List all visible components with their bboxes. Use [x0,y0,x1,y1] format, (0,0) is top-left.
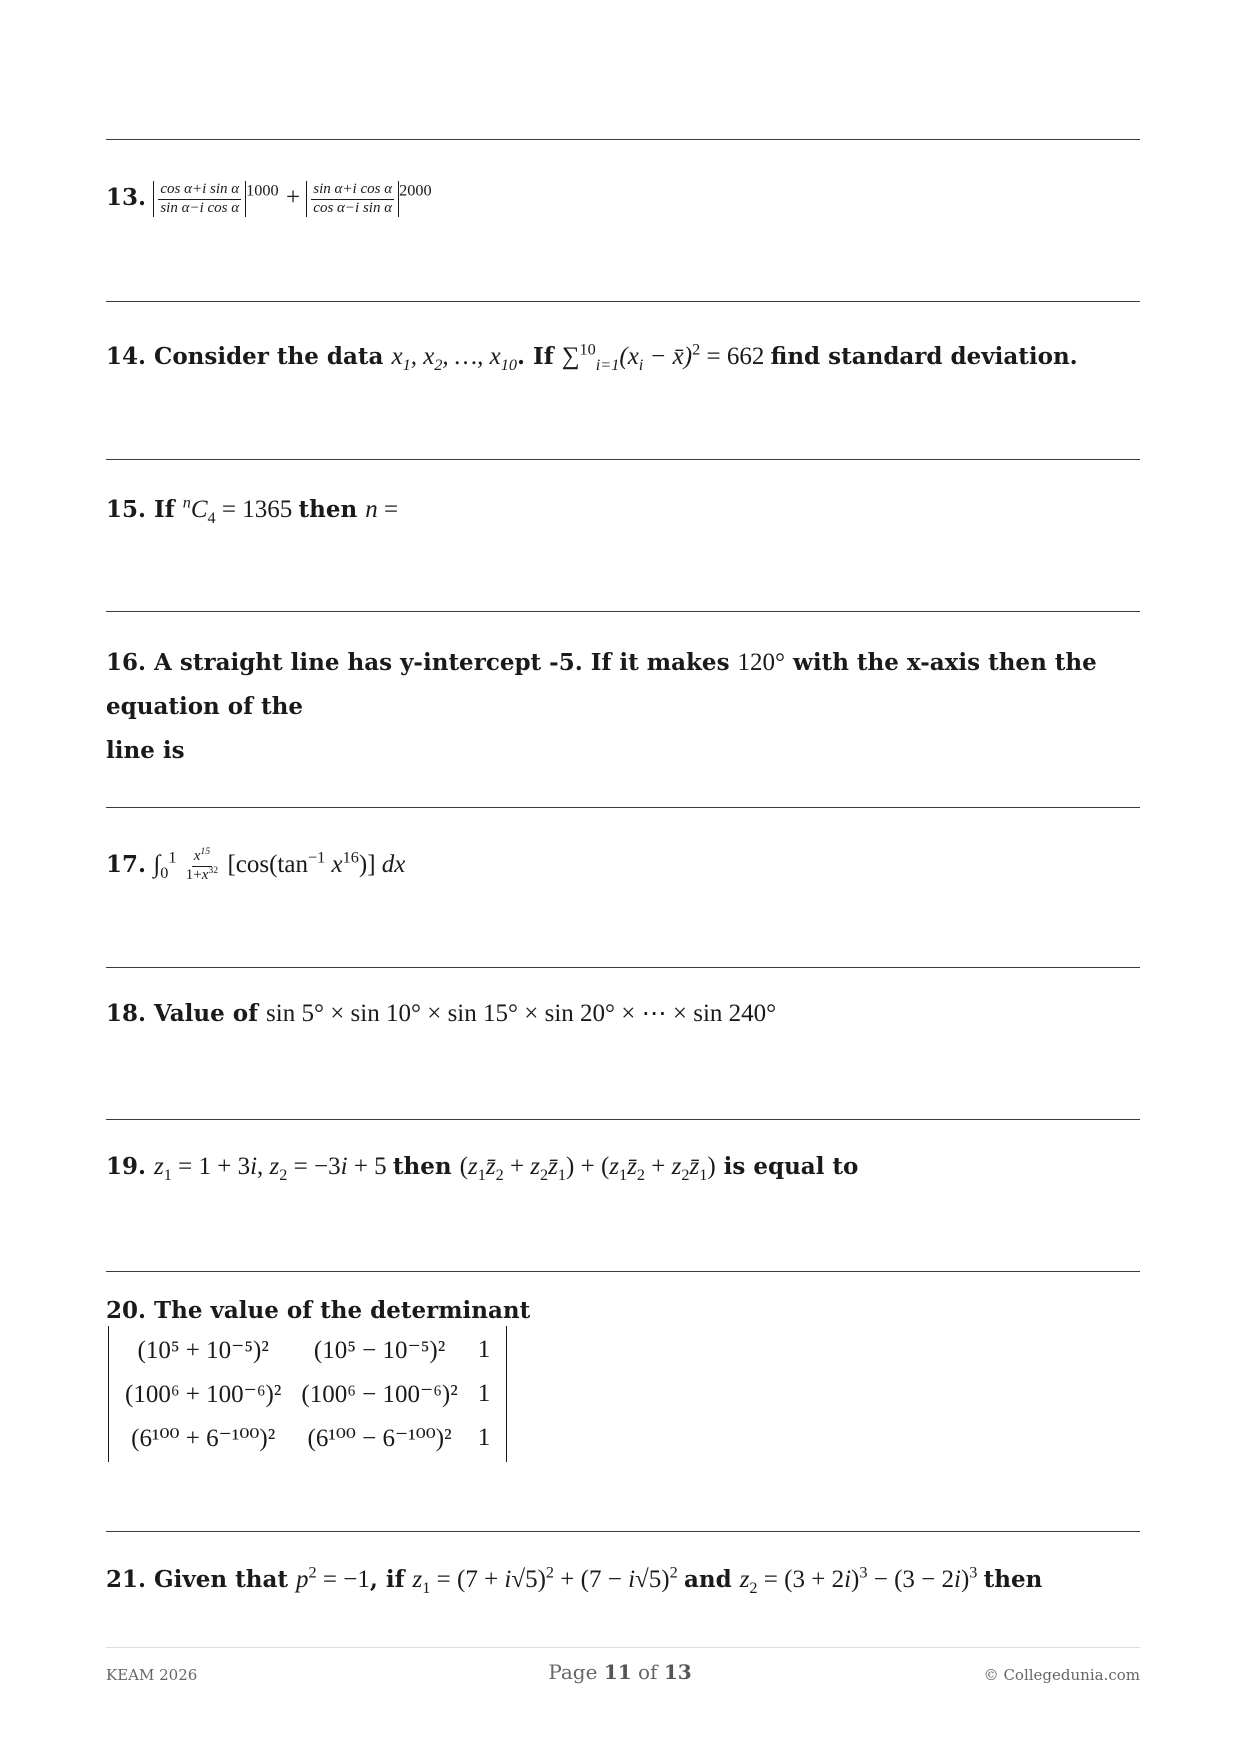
question-18: 18. Value of sin 5° × sin 10° × sin 15° × sin 20° × ⋯ × sin 240° [106,1000,777,1027]
det-cell: (10⁵ + 10⁻⁵)² [137,1337,269,1364]
question-text: is equal to [723,1153,859,1180]
question-13-expression: $\frac{\text{cos α+i sin α}}{\text{sin α−i cos α}}$ $^{1000}$ + $\frac{\text{sin α+i cos α}}{\text{cos α−i sin α}}$ $^{2000}$ [153,185,431,211]
question-text: line is [106,737,185,764]
question-text: with the x-axis then the equation of the [106,649,1097,720]
divider [106,139,1140,140]
divider [106,301,1140,302]
question-number: 15. [106,496,147,523]
question-20 [106,1294,1140,1328]
det-cell: 1 [477,1380,491,1407]
question-number: 20. [106,1297,147,1324]
question-text: Value of [154,1000,259,1027]
page-prefix: Page [548,1660,598,1684]
question-15: 15. If $^nC_4 = 1365$ then n = [106,493,399,527]
question-text: . If [517,343,554,370]
question-17-expression: $\int_0^1$ $\frac{x^{15}}{1+x^{32}}$ [$\cos(\tan^{-1}$ $x^{16}$)] dx [153,846,406,883]
question-text: and [683,1566,732,1593]
det-cell: 1 [477,1336,491,1363]
question-16: 16. A straight line has y-intercept -5. If it makes 120° with the x-axis then the equation of the line is [106,649,1097,764]
page-of: of [638,1660,658,1684]
question-text: then [298,496,358,523]
det-cell: (100⁶ + 100⁻⁶)² [125,1381,282,1408]
determinant [108,1326,507,1462]
question-number: 16. [106,649,147,676]
det-cell: (6¹⁰⁰ − 6⁻¹⁰⁰)² [307,1425,452,1452]
page-total: 13 [663,1660,692,1684]
divider [106,459,1140,460]
question-text: then [983,1566,1043,1593]
question-text: Consider the data [154,343,384,370]
question-text: A straight line has y-intercept -5. If it makes [154,649,730,676]
question-number: 19. [106,1153,147,1180]
det-cell: 1 [477,1424,491,1451]
divider [106,807,1140,808]
question-17 [106,843,1140,887]
footer-left: KEAM 2026 [106,1666,198,1684]
question-number: 14. [106,343,147,370]
footer-divider [106,1647,1140,1648]
footer-right: © Collegedunia.com [983,1666,1140,1684]
divider [106,1271,1140,1272]
question-13 [106,176,1140,220]
question-19: 19. $z_1 = 1 + 3i$, $z_2 = -3i + 5$ then ($z_1z̄_2$ + $z_2z̄_1$) + ($z_1z̄_2$ + $z_2z̄_1$) is equal to [106,1153,859,1184]
question-text: The value of the determinant [154,1297,531,1324]
divider [106,611,1140,612]
question-text: Given that [154,1566,289,1593]
divider [106,967,1140,968]
det-cell: (10⁵ − 10⁻⁵)² [313,1337,446,1364]
det-cell: (6¹⁰⁰ + 6⁻¹⁰⁰)² [131,1425,276,1452]
question-text: , if [369,1566,405,1593]
question-number: 13. [106,184,147,211]
question-text: find standard deviation. [770,343,1078,370]
page-current: 11 [603,1660,632,1684]
question-number: 21. [106,1566,147,1593]
question-number: 17. [106,851,147,878]
question-text: then [392,1153,452,1180]
question-14: 14. Consider the data $x_1$, $x_2$, …, $x_{10}$. If $\sum^{10}_{i=1}(x_i$ − x̄)$^2$ = 662 find standard deviation. [106,340,1078,374]
question-text: If [154,496,175,523]
divider [106,1531,1140,1532]
question-number: 18. [106,1000,147,1027]
det-cell: (100⁶ − 100⁻⁶)² [301,1381,458,1408]
question-21: 21. Given that $p^2 = -1$, if $z_1 = (7 + i√5)^2 + (7 - i√5)^2$ and $z_2 = (3 + 2i)^3 - (3 - 2i)^3$ then [106,1563,1043,1597]
divider [106,1119,1140,1120]
